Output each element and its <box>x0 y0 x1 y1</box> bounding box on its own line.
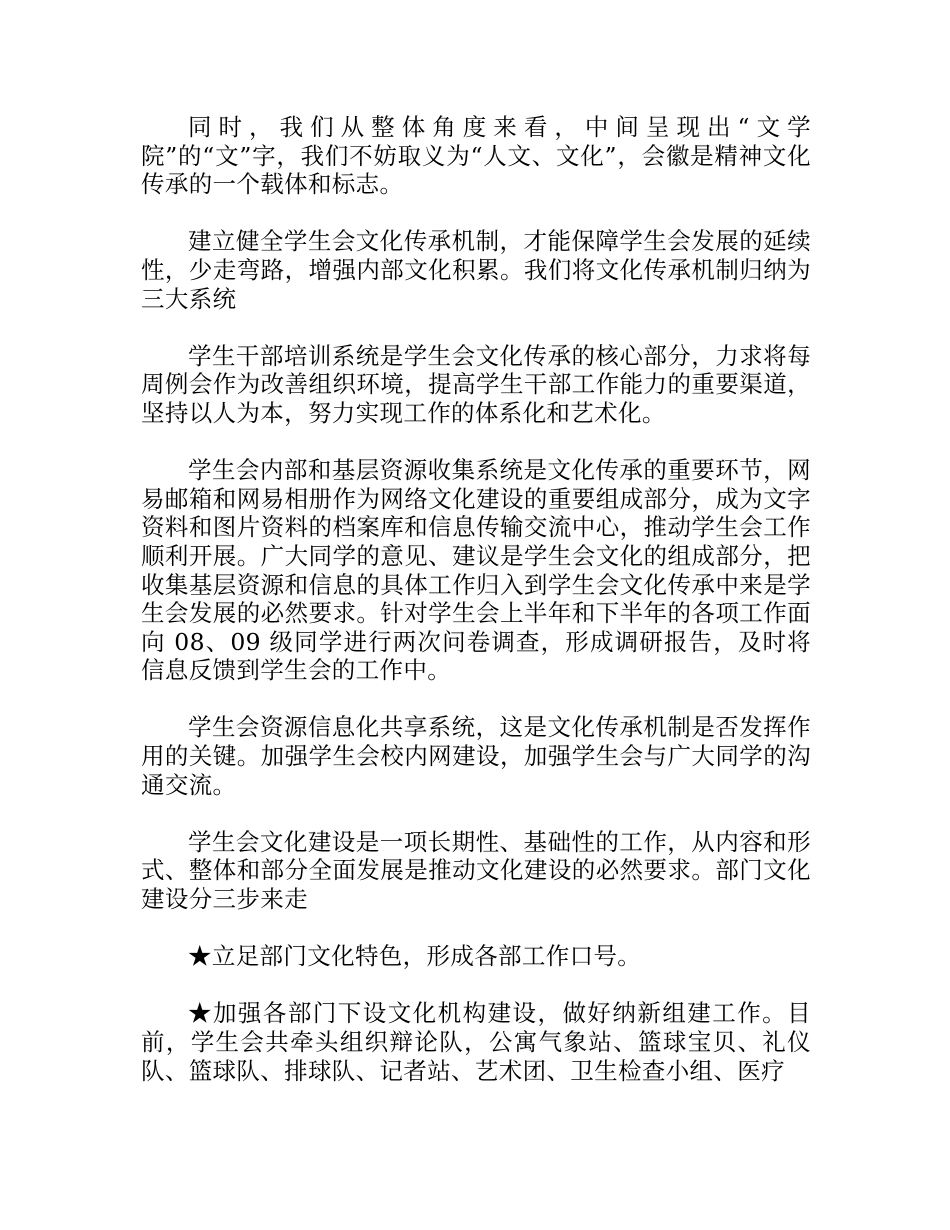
paragraph-cadre-training-system: 学生干部培训系统是学生会文化传承的核心部分，力求将每周例会作为改善组织环境，提高学生干部工作能力的重要渠道，坚持以人为本，努力实现工作的体系化和艺术化。 <box>141 341 811 427</box>
document-page <box>141 113 811 1114</box>
paragraph-emblem-meaning: 同时，我们从整体角度来看，中间呈现出“文学院”的“文”字，我们不妨取义为“人文、文化”，会徽是精神文化传承的一个载体和标志。 <box>141 113 811 199</box>
paragraph-information-sharing-system: 学生会资源信息化共享系统，这是文化传承机制是否发挥作用的关键。加强学生会校内网建设，加强学生会与广大同学的沟通交流。 <box>141 713 811 799</box>
paragraph-resource-collection-system: 学生会内部和基层资源收集系统是文化传承的重要环节，网易邮箱和网易相册作为网络文化建设的重要组成部分，成为文字资料和图片资料的档案库和信息传输交流中心，推动学生会工作顺利开展。广大同学的意见、建议是学生会文化的组成部分，把收集基层资源和信息的具体工作归入到学生会文化传承中来是学生会发展的必然要求。针对学生会上半年和下半年的各项工作面向 08、09 级同学进行两次问卷调查，形成调研报告，及时将信息反馈到学生会的工作中。 <box>141 456 811 685</box>
paragraph-step-two: ★加强各部门下设文化机构建设，做好纳新组建工作。目前，学生会共牵头组织辩论队，公寓气象站、篮球宝贝、礼仪队、篮球队、排球队、记者站、艺术团、卫生检查小组、医疗 <box>141 999 811 1085</box>
paragraph-inheritance-mechanism: 建立健全学生会文化传承机制，才能保障学生会发展的延续性，少走弯路，增强内部文化积累。我们将文化传承机制归纳为三大系统 <box>141 227 811 313</box>
paragraph-step-one: ★立足部门文化特色，形成各部工作口号。 <box>188 942 642 971</box>
paragraph-culture-building: 学生会文化建设是一项长期性、基础性的工作，从内容和形式、整体和部分全面发展是推动文化建设的必然要求。部门文化建设分三步来走 <box>141 827 811 914</box>
